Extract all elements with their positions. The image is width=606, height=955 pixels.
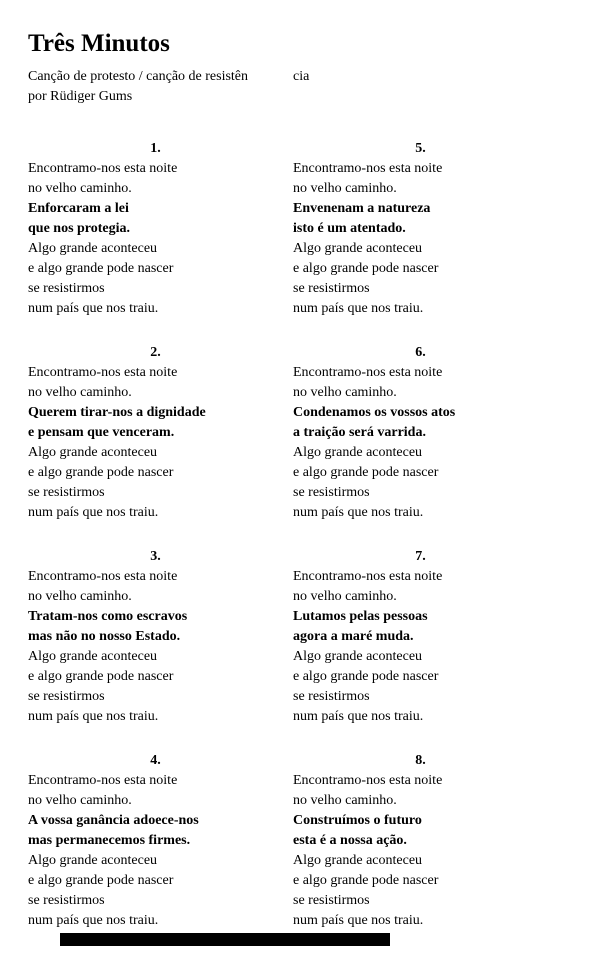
lyric-line: Algo grande aconteceu <box>28 648 158 664</box>
bottom-black-bar <box>60 933 390 946</box>
lyric-line-bold: Condenamos os vossos atos <box>293 404 456 420</box>
lyric-line-bold: Lutamos pelas pessoas <box>293 608 428 624</box>
lyric-line: e algo grande pode nascer <box>293 260 439 276</box>
verse-number: 8. <box>415 752 426 768</box>
lyric-line-bold: mas permanecemos firmes. <box>28 832 191 848</box>
lyric-line: Algo grande aconteceu <box>293 444 423 460</box>
lyric-line-bold: Querem tirar-nos a dignidade <box>28 404 206 420</box>
lyric-line: num país que nos traiu. <box>28 504 159 520</box>
lyric-line-bold: e pensam que venceram. <box>28 424 175 440</box>
verse-4 <box>28 751 283 931</box>
lyric-line: e algo grande pode nascer <box>28 464 174 480</box>
lyric-line: num país que nos traiu. <box>293 300 424 316</box>
lyric-line: Encontramo-nos esta noite <box>293 568 443 584</box>
lyric-line: num país que nos traiu. <box>28 300 159 316</box>
lyric-line: e algo grande pode nascer <box>28 260 174 276</box>
lyric-line: se resistirmos <box>293 892 370 908</box>
verse-number: 2. <box>150 344 161 360</box>
lyric-line: se resistirmos <box>28 892 105 908</box>
lyric-line: Encontramo-nos esta noite <box>28 568 178 584</box>
lyric-line-bold: isto é um atentado. <box>293 220 406 236</box>
lyric-line-bold: Construímos o futuro <box>293 812 422 828</box>
lyric-line-bold: Envenenam a natureza <box>293 200 431 216</box>
lyric-line: e algo grande pode nascer <box>293 464 439 480</box>
verse-2 <box>28 343 283 523</box>
verse-number: 1. <box>150 140 161 156</box>
lyric-line: se resistirmos <box>28 280 105 296</box>
lyric-line: num país que nos traiu. <box>293 504 424 520</box>
lyric-line: no velho caminho. <box>28 588 132 604</box>
lyric-line-bold: mas não no nosso Estado. <box>28 628 181 644</box>
song-title: Três Minutos <box>28 30 170 57</box>
lyric-line: no velho caminho. <box>293 792 397 808</box>
lyric-line: se resistirmos <box>28 688 105 704</box>
lyric-line-bold: agora a maré muda. <box>293 628 414 644</box>
lyric-line: Encontramo-nos esta noite <box>28 772 178 788</box>
lyric-line: num país que nos traiu. <box>293 708 424 724</box>
lyric-line: Algo grande aconteceu <box>28 444 158 460</box>
lyric-line: Algo grande aconteceu <box>293 240 423 256</box>
verse-number: 5. <box>415 140 426 156</box>
lyric-line: Encontramo-nos esta noite <box>28 364 178 380</box>
lyric-line: e algo grande pode nascer <box>293 872 439 888</box>
lyric-line: num país que nos traiu. <box>28 912 159 928</box>
verse-8 <box>293 751 548 931</box>
lyric-line: se resistirmos <box>28 484 105 500</box>
verse-number: 7. <box>415 548 426 564</box>
lyric-line: se resistirmos <box>293 688 370 704</box>
verses-grid <box>28 139 606 955</box>
lyric-line: no velho caminho. <box>28 384 132 400</box>
lyric-line: no velho caminho. <box>293 588 397 604</box>
song-subtitle <box>28 67 588 87</box>
lyric-line-bold: a traição será varrida. <box>293 424 426 440</box>
lyric-line: se resistirmos <box>293 484 370 500</box>
lyric-line: num país que nos traiu. <box>293 912 424 928</box>
lyric-line: e algo grande pode nascer <box>293 668 439 684</box>
lyric-line: e algo grande pode nascer <box>28 668 174 684</box>
lyric-line: Algo grande aconteceu <box>293 648 423 664</box>
lyric-line-bold: esta é a nossa ação. <box>293 832 407 848</box>
lyric-line: e algo grande pode nascer <box>28 872 174 888</box>
lyric-line: Algo grande aconteceu <box>28 852 158 868</box>
lyric-line-bold: que nos protegia. <box>28 220 131 236</box>
lyric-line-bold: A vossa ganância adoece-nos <box>28 812 199 828</box>
lyric-line: Encontramo-nos esta noite <box>28 160 178 176</box>
lyric-line: Encontramo-nos esta noite <box>293 160 443 176</box>
verse-5 <box>293 139 548 319</box>
lyric-line: Algo grande aconteceu <box>293 852 423 868</box>
lyric-line: Encontramo-nos esta noite <box>293 772 443 788</box>
verse-number: 6. <box>415 344 426 360</box>
lyric-line: se resistirmos <box>293 280 370 296</box>
verse-6 <box>293 343 548 523</box>
verse-1 <box>28 139 283 319</box>
lyric-line: num país que nos traiu. <box>28 708 159 724</box>
lyric-line: no velho caminho. <box>293 384 397 400</box>
lyric-line: Encontramo-nos esta noite <box>293 364 443 380</box>
verse-7 <box>293 547 548 727</box>
verse-number: 4. <box>150 752 161 768</box>
song-author: por Rüdiger Gums <box>28 88 133 104</box>
verse-number: 3. <box>150 548 161 564</box>
lyric-line-bold: Tratam-nos como escravos <box>28 608 188 624</box>
lyric-line: Algo grande aconteceu <box>28 240 158 256</box>
song-subtitle-main: Canção de protesto / canção de resistên <box>28 68 249 84</box>
verse-3 <box>28 547 283 727</box>
lyric-line-bold: Enforcaram a lei <box>28 200 129 216</box>
lyric-line: no velho caminho. <box>28 180 132 196</box>
lyric-line: no velho caminho. <box>293 180 397 196</box>
song-subtitle-tail: cia <box>293 68 310 84</box>
lyric-line: no velho caminho. <box>28 792 132 808</box>
